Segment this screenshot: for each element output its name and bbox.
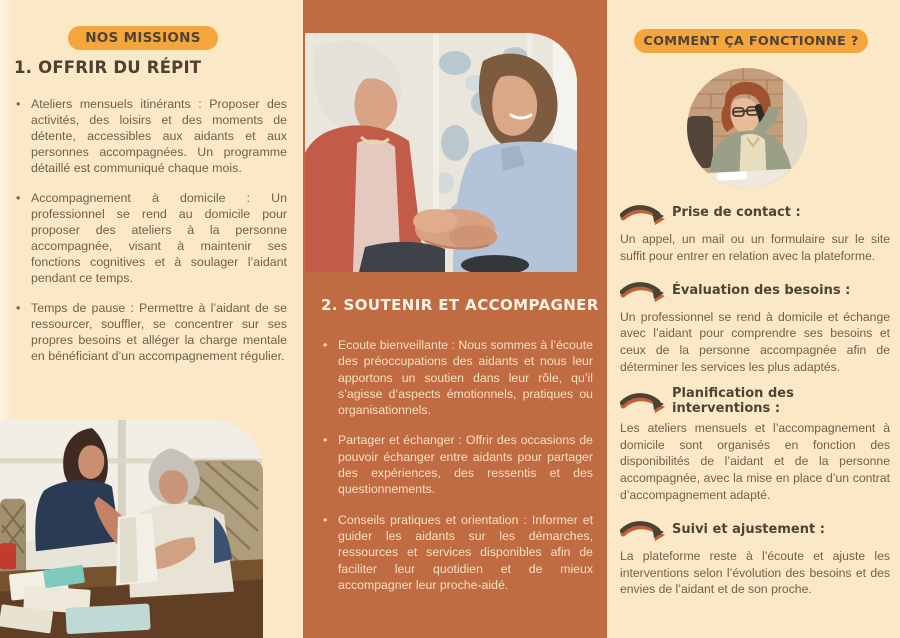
fonctionne-badge	[634, 29, 868, 53]
photo-illustration	[0, 420, 263, 638]
step-text: La plateforme reste à l’écoute et ajuste les interventions selon l’évolution des besoins et des envies de l’aidant et de son proche.	[620, 548, 890, 597]
photo-illustration	[687, 68, 807, 188]
mission-bullet: • Temps de pause : Permettre à l’aidant de se ressourcer, souffler, se concentrer sur ses propres besoins et alléger la charge mentale en bénéficiant d’un accompagnement régulier.	[14, 300, 287, 364]
step-suivi-et-ajustement	[620, 517, 890, 598]
caregiver-helping-senior-sort-papers-photo	[0, 420, 263, 638]
soutenir-bullet: • Conseils pratiques et orientation : Informer et guider les aidants sur les démarches, ressources et services disponibles afin de faciliter leur quotidien et de mieux accompagner leur proche-aidé.	[321, 512, 593, 593]
panel-comment-ca-fonctionne	[607, 0, 900, 638]
step-text: Un professionnel se rend à domicile et échange avec l’aidant pour comprendre ses besoins et ceux de la personne accompagnée afin de déterminer les services les plus adaptés.	[620, 309, 890, 374]
missions-badge	[68, 26, 218, 50]
how-it-works-steps	[620, 200, 890, 611]
curved-arrow-icon	[620, 201, 666, 225]
soutenir-bullet: • Partager et échanger : Offrir des occasions de pouvoir échanger entre aidants pour partager des expériences, des ressentis et des questionnements.	[321, 432, 593, 497]
step-evaluation-des-besoins	[620, 278, 890, 376]
soutenir-bullet: • Ecoute bienveillante : Nous sommes à l’écoute des préoccupations des aidants et nous leur apportons un soutien dans leur rôle, qu’il s’agisse d’aspects émotionnels, pratiques ou organisationnels.	[321, 337, 593, 418]
mission-bullet: • Accompagnement à domicile : Un professionnel se rend au domicile pour proposer des ateliers à la personne accompagnée, visant à maintenir ses fonctions cognitives et à soulager l’aidant pendant ce temps.	[14, 190, 287, 286]
step-title: Suivi et ajustement :	[672, 521, 825, 537]
step-text: Un appel, un mail ou un formulaire sur le site suffit pour entrer en relation avec la plateforme.	[620, 232, 890, 263]
caregiver-holding-hands-with-senior-photo	[305, 33, 577, 272]
panel-soutenir-accompagner	[303, 0, 607, 638]
step-title: Évaluation des besoins :	[672, 282, 851, 298]
step-planification-des-interventions	[620, 386, 890, 504]
soutenir-heading: 2. SOUTENIR ET ACCOMPAGNER	[321, 296, 599, 314]
fonctionne-badge-label: COMMENT ÇA FONCTIONNE ?	[643, 34, 859, 49]
panel-nos-missions	[0, 0, 303, 638]
step-prise-de-contact	[620, 200, 890, 265]
soutenir-bullet-list	[321, 337, 593, 607]
photo-illustration	[305, 33, 577, 272]
missions-bullet-list	[14, 96, 287, 378]
advisor-on-phone-photo	[687, 68, 807, 188]
step-text: Les ateliers mensuels et l’accompagnement à domicile sont organisés en fonction des disponibilités de l’aidant et de la personne accompagnée, avec la mise en place d’un contrat d’accompagnement adapté.	[620, 420, 890, 502]
curved-arrow-icon	[620, 517, 666, 541]
missions-heading: 1. OFFRIR DU RÉPIT	[14, 58, 202, 77]
curved-arrow-icon	[620, 389, 666, 413]
step-title: Planification des interventions :	[672, 386, 794, 417]
step-title: Prise de contact :	[672, 205, 801, 220]
missions-badge-label: NOS MISSIONS	[85, 30, 201, 46]
mission-bullet: • Ateliers mensuels itinérants : Proposer des activités, des loisirs et des moments de détente, accessibles aux aidants et aux personnes accompagnées. Un programme détaillé est communiqué chaque mois.	[14, 96, 287, 176]
curved-arrow-icon	[620, 278, 666, 302]
